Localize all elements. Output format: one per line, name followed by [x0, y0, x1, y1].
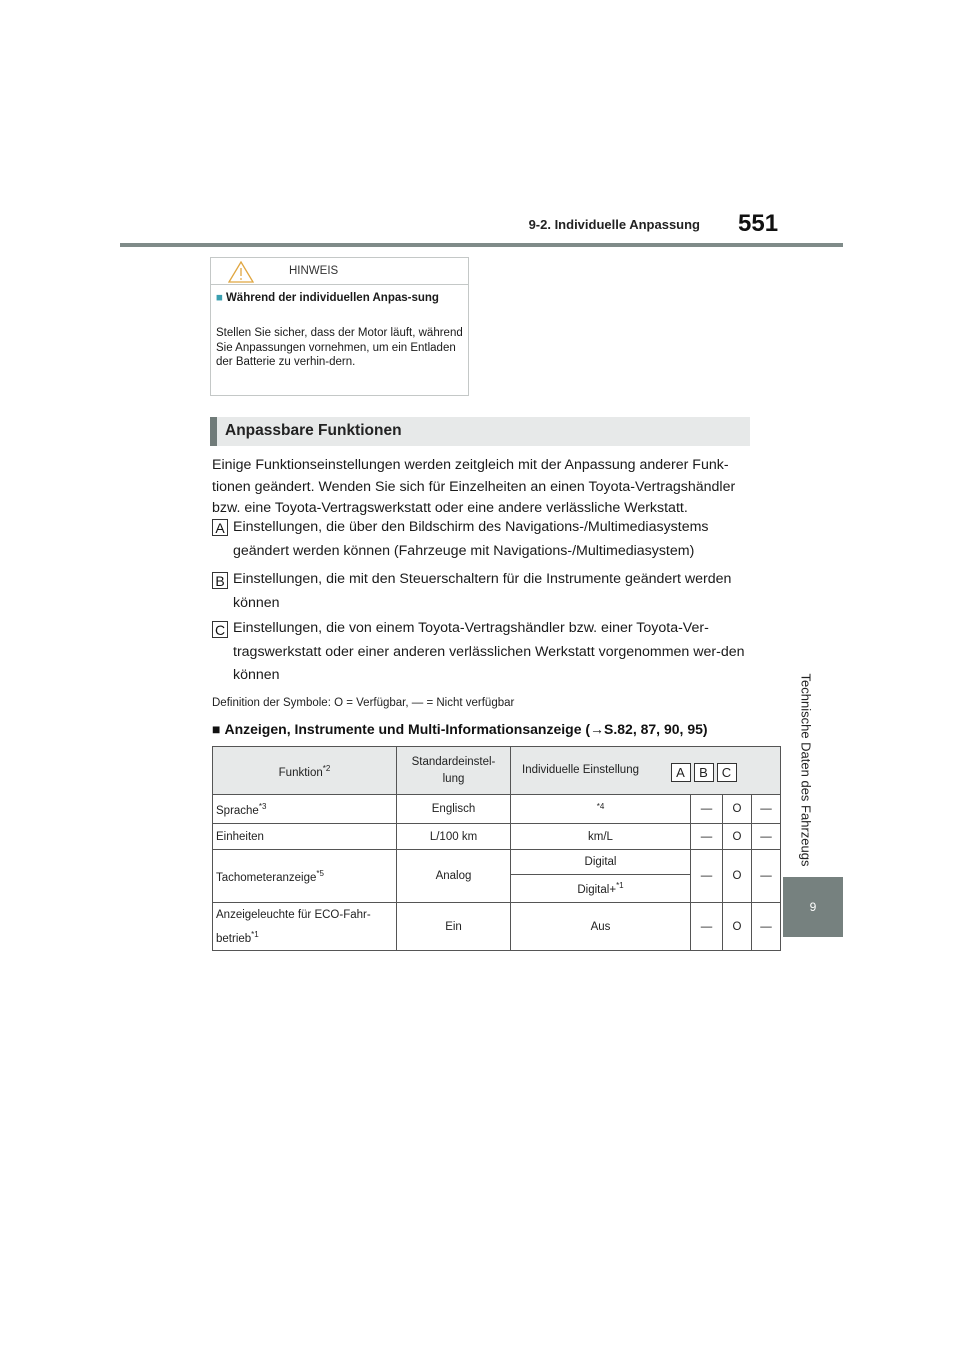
cell-default: Ein [397, 903, 511, 951]
cell-b: O [723, 824, 752, 850]
cell-default: Englisch [397, 795, 511, 824]
notice-body: Stellen Sie sicher, dass der Motor läuft, während Sie Anpassungen vornehmen, um ein Entladen der Batterie zu verhin-dern. [216, 327, 463, 368]
notice-subhead: ■ Während der individuellen Anpas-sung [216, 292, 439, 304]
legend-text-b: Einstellungen, die mit den Steuerschaltern für die Instrumente geändert werden können [233, 571, 732, 611]
table-row [213, 903, 781, 951]
cell-c: — [752, 795, 781, 824]
cell-individual: Digital+$^{*1}$ [511, 875, 691, 903]
cell-c: — [752, 903, 781, 951]
cell-b: O [723, 903, 752, 951]
legend-text-a: Einstellungen, die über den Bildschirm des Navigations-/Multimediasystems geändert werden können (Fahrzeuge mit Navigations-/Multimediasystem) [233, 519, 709, 559]
table-header-row [213, 747, 781, 795]
cell-c: — [752, 824, 781, 850]
intro-paragraph: Einige Funktionseinstellungen werden zeitgleich mit der Anpassung anderer Funk-tionen geändert. Wenden Sie sich für Einzelheiten an einen Toyota-Vertragshändler bzw. eine Toyota-Vertragswerkstatt oder eine andere verlässliche Werkstatt. [212, 457, 736, 516]
header-function: Funktion$^{*2}$ [213, 747, 397, 795]
header-divider [120, 243, 843, 247]
symbols-definition: Definition der Symbole: O = Verfügbar, — = Nicht verfügbar [212, 697, 515, 709]
cell-default: L/100 km [397, 824, 511, 850]
legend-letter-c: C [212, 621, 228, 638]
cell-a: — [691, 903, 723, 951]
section-heading: 9-2. Individuelle Anpassung [528, 217, 700, 232]
header-col-b: B [694, 763, 714, 782]
cell-function: Sprache$^{*3}$ [213, 795, 397, 824]
cell-individual: Digital [511, 850, 691, 875]
chapter-tab: 9 [783, 877, 843, 937]
table-row [213, 795, 781, 824]
cell-c: — [752, 850, 781, 903]
page-number: 551 [738, 210, 779, 237]
customization-table [212, 746, 781, 951]
cell-b: O [723, 850, 752, 903]
cell-individual: Aus [511, 903, 691, 951]
cell-b: O [723, 795, 752, 824]
cell-individual: km/L [511, 824, 691, 850]
cell-function: Tachometeranzeige$^{*5}$ [213, 850, 397, 903]
cell-default: Analog [397, 850, 511, 903]
section-title: Anpassbare Funktionen [225, 422, 402, 439]
notice-header [211, 258, 468, 285]
notice-title: HINWEIS [289, 265, 339, 277]
cell-a: — [691, 795, 723, 824]
side-chapter-label: Technische Daten des Fahrzeugs [798, 673, 814, 867]
legend-letter-b: B [212, 572, 228, 589]
table-subheading: ■ Anzeigen, Instrumente und Multi-Informationsanzeige (→S.82, 87, 90, 95) [212, 721, 708, 737]
cell-a: — [691, 850, 723, 903]
square-bullet-icon: ■ [216, 292, 223, 304]
section-title-bar [210, 417, 750, 446]
header-default: Standardeinstel-lung [397, 747, 511, 795]
header-col-c: C [717, 763, 737, 782]
cell-a: — [691, 824, 723, 850]
legend-text-c: Einstellungen, die von einem Toyota-Vertragshändler bzw. einer Toyota-Ver-tragswerkstatt oder einer anderen verlässlichen Werkstatt vorgenommen wer-den können [233, 620, 745, 683]
legend-letter-a: A [212, 519, 228, 536]
header-col-a: A [671, 763, 691, 782]
table-row [213, 850, 781, 875]
warning-triangle-icon [228, 261, 254, 283]
cell-individual: *4 [511, 795, 691, 824]
cell-function: Einheiten [213, 824, 397, 850]
header-individual: Individuelle Einstellung A B C [511, 747, 781, 795]
table-row [213, 824, 781, 850]
cell-function: Anzeigeleuchte für ECO-Fahr-betrieb$^{*1}$ [213, 903, 397, 951]
notice-box [210, 257, 469, 396]
